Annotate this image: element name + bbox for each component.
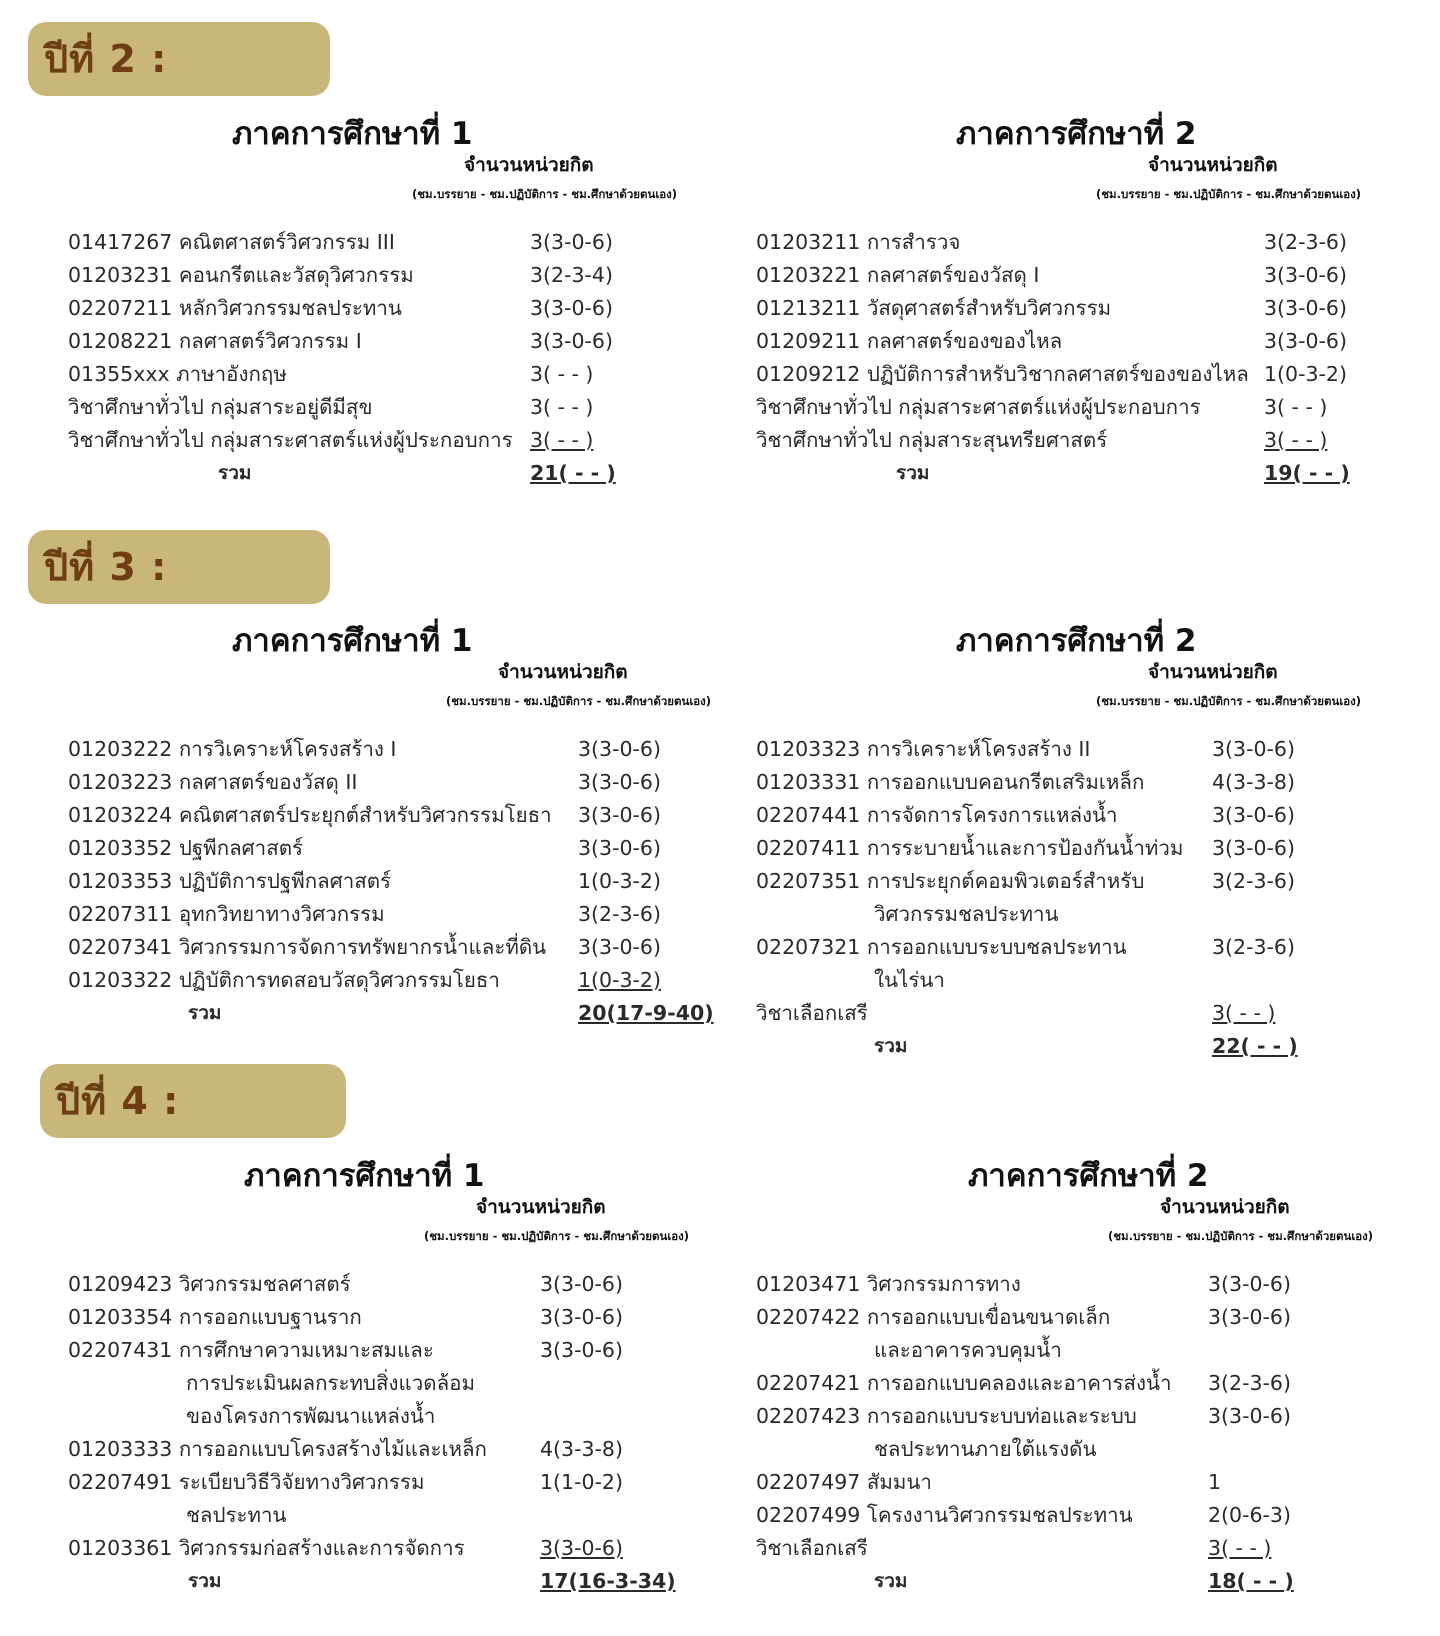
credit-heading: จำนวนหน่วยกิต: [1148, 154, 1278, 176]
course-name: วิชาเลือกเสรี: [756, 1536, 868, 1560]
course-credits: 3(2-3-6): [578, 902, 661, 926]
course-row: [68, 325, 670, 358]
course-credits: 3(3-0-6): [578, 803, 661, 827]
semester-title: ภาคการศึกษาที่ 1: [244, 1158, 485, 1194]
course-row: [68, 733, 718, 766]
course-credits: 3( - - ): [1264, 395, 1328, 419]
course-name: 02207341 วิศวกรรมการจัดการทรัพยากรน้ำและที่ดิน: [68, 935, 547, 959]
course-name: 01203331 การออกแบบคอนกรีตเสริมเหล็ก: [756, 770, 1145, 794]
course-row: [756, 1532, 1348, 1565]
course-credits: 3(3-0-6): [530, 296, 613, 320]
course-name: 01208221 กลศาสตร์วิศวกรรม I: [68, 329, 362, 353]
total-label: รวม: [874, 1570, 908, 1592]
credit-note: (ชม.บรรยาย - ชม.ปฏิบัติการ - ชม.ศึกษาด้วยตนเอง): [1096, 694, 1362, 708]
course-row: [68, 1466, 680, 1499]
course-row: [756, 259, 1404, 292]
course-row: [68, 1334, 680, 1367]
total-label: รวม: [896, 462, 930, 484]
course-name: 02207211 หลักวิศวกรรมชลประทาน: [68, 296, 402, 320]
course-credits: 3( - - ): [530, 395, 594, 419]
course-name: 01203333 การออกแบบโครงสร้างไม้และเหล็ก: [68, 1437, 487, 1461]
course-name: วิชาศึกษาทั่วไป กลุ่มสาระอยู่ดีมีสุข: [68, 395, 373, 419]
course-name: วิชาศึกษาทั่วไป กลุ่มสาระศาสตร์แห่งผู้ประกอบการ: [756, 395, 1201, 419]
total-credits: 22( - - ): [1212, 1034, 1298, 1058]
course-continuation: [68, 1400, 680, 1433]
course-list: [68, 1268, 680, 1598]
course-list: [68, 226, 670, 490]
course-name: 01203221 กลศาสตร์ของวัสดุ I: [756, 263, 1040, 287]
course-row: [756, 997, 1352, 1030]
course-credits: 3(3-0-6): [1208, 1305, 1291, 1329]
course-row: [68, 931, 718, 964]
credit-note: (ชม.บรรยาย - ชม.ปฏิบัติการ - ชม.ศึกษาด้วยตนเอง): [446, 694, 712, 708]
course-row: [756, 1301, 1348, 1334]
course-list: [756, 1268, 1348, 1598]
semester-title: ภาคการศึกษาที่ 1: [232, 623, 473, 659]
course-continuation: [756, 964, 1352, 997]
course-credits: 3( - - ): [530, 362, 594, 386]
course-name: 02207497 สัมมนา: [756, 1470, 932, 1494]
total-row: [756, 1030, 1352, 1063]
course-row: [68, 391, 670, 424]
total-row: [756, 1565, 1348, 1598]
course-name: 02207441 การจัดการโครงการแหล่งน้ำ: [756, 803, 1118, 827]
course-name: 02207499 โครงงานวิศวกรรมชลประทาน: [756, 1503, 1133, 1527]
course-name: 01203354 การออกแบบฐานราก: [68, 1305, 362, 1329]
course-row: [756, 292, 1404, 325]
course-name: 01209423 วิศวกรรมชลศาสตร์: [68, 1272, 351, 1296]
course-credits: 3(2-3-6): [1212, 935, 1295, 959]
year-label: ปีที่ 4 :: [40, 1064, 346, 1138]
credit-note: (ชม.บรรยาย - ชม.ปฏิบัติการ - ชม.ศึกษาด้วยตนเอง): [424, 1229, 690, 1243]
course-name: วิชาศึกษาทั่วไป กลุ่มสาระสุนทรียศาสตร์: [756, 428, 1108, 452]
total-label: รวม: [874, 1035, 908, 1057]
course-name: 01213211 วัสดุศาสตร์สำหรับวิศวกรรม: [756, 296, 1112, 320]
course-credits: 3( - - ): [1208, 1536, 1272, 1560]
total-credits: 18( - - ): [1208, 1569, 1294, 1593]
course-row: [68, 1301, 680, 1334]
course-name: ชลประทาน: [186, 1503, 287, 1527]
semester-title: ภาคการศึกษาที่ 1: [232, 116, 473, 152]
course-name: 01203231 คอนกรีตและวัสดุวิศวกรรม: [68, 263, 414, 287]
course-credits: 1: [1208, 1470, 1222, 1494]
course-list: [68, 733, 718, 1030]
course-row: [68, 292, 670, 325]
course-name: ของโครงการพัฒนาแหล่งน้ำ: [186, 1404, 436, 1428]
course-row: [68, 865, 718, 898]
course-row: [68, 832, 718, 865]
course-continuation: [68, 1499, 680, 1532]
credit-note: (ชม.บรรยาย - ชม.ปฏิบัติการ - ชม.ศึกษาด้วยตนเอง): [1108, 1229, 1374, 1243]
course-credits: 1(0-3-2): [578, 869, 661, 893]
course-row: [68, 799, 718, 832]
course-credits: 3(3-0-6): [578, 770, 661, 794]
course-credits: 3(3-0-6): [1208, 1404, 1291, 1428]
course-row: [68, 964, 718, 997]
course-name: 02207321 การออกแบบระบบชลประทาน: [756, 935, 1127, 959]
course-name: 02207491 ระเบียบวิธีวิจัยทางวิศวกรรม: [68, 1470, 425, 1494]
course-row: [756, 832, 1352, 865]
course-credits: 3(3-0-6): [1212, 737, 1295, 761]
course-name: 01209211 กลศาสตร์ของของไหล: [756, 329, 1063, 353]
course-name: ชลประทานภายใต้แรงดัน: [874, 1437, 1097, 1461]
course-credits: 3(3-0-6): [530, 230, 613, 254]
semester-title: ภาคการศึกษาที่ 2: [956, 116, 1197, 152]
course-row: [756, 1499, 1348, 1532]
semester-title: ภาคการศึกษาที่ 2: [968, 1158, 1209, 1194]
course-credits: 1(1-0-2): [540, 1470, 623, 1494]
course-credits: 3(3-0-6): [530, 329, 613, 353]
course-credits: 3(3-0-6): [578, 935, 661, 959]
course-name: การประเมินผลกระทบสิ่งแวดล้อม: [186, 1371, 475, 1395]
course-name: 01203323 การวิเคราะห์โครงสร้าง II: [756, 737, 1091, 761]
total-label: รวม: [218, 462, 252, 484]
total-label: รวม: [188, 1002, 222, 1024]
course-credits: 3(3-0-6): [540, 1536, 623, 1560]
course-row: [756, 766, 1352, 799]
course-credits: 3(3-0-6): [540, 1305, 623, 1329]
course-row: [68, 898, 718, 931]
course-credits: 3( - - ): [1212, 1001, 1276, 1025]
course-credits: 3(3-0-6): [1264, 329, 1347, 353]
course-credits: 3( - - ): [530, 428, 594, 452]
course-row: [68, 1433, 680, 1466]
total-row: [68, 1565, 680, 1598]
total-credits: 20(17-9-40): [578, 1001, 714, 1025]
course-row: [756, 226, 1404, 259]
course-name: 02207411 การระบายน้ำและการป้องกันน้ำท่วม: [756, 836, 1184, 860]
course-credits: 3(3-0-6): [578, 836, 661, 860]
course-row: [756, 391, 1404, 424]
course-name: 01209212 ปฏิบัติการสำหรับวิชากลศาสตร์ของของไหล: [756, 362, 1249, 386]
course-name: 01355xxx ภาษาอังกฤษ: [68, 362, 287, 386]
course-credits: 3(2-3-6): [1264, 230, 1347, 254]
total-credits: 17(16-3-34): [540, 1569, 676, 1593]
total-row: [68, 997, 718, 1030]
credit-heading: จำนวนหน่วยกิต: [1160, 1196, 1290, 1218]
course-name: วิชาเลือกเสรี: [756, 1001, 868, 1025]
total-row: [756, 457, 1404, 490]
course-credits: 3(3-0-6): [540, 1338, 623, 1362]
course-credits: 2(0-6-3): [1208, 1503, 1291, 1527]
course-name: 01203352 ปฐพีกลศาสตร์: [68, 836, 304, 860]
course-name: 02207431 การศึกษาความเหมาะสมและ: [68, 1338, 434, 1362]
course-row: [756, 1400, 1348, 1433]
semester-title: ภาคการศึกษาที่ 2: [956, 623, 1197, 659]
course-credits: 3(3-0-6): [578, 737, 661, 761]
course-row: [756, 733, 1352, 766]
course-name: 01203361 วิศวกรรมก่อสร้างและการจัดการ: [68, 1536, 465, 1560]
credit-heading: จำนวนหน่วยกิต: [1148, 661, 1278, 683]
course-credits: 3(3-0-6): [1264, 296, 1347, 320]
course-list: [756, 733, 1352, 1063]
course-name: 01203211 การสำรวจ: [756, 230, 961, 254]
credit-heading: จำนวนหน่วยกิต: [476, 1196, 606, 1218]
course-credits: 3(3-0-6): [1212, 803, 1295, 827]
course-name: 01203353 ปฏิบัติการปฐพีกลศาสตร์: [68, 869, 392, 893]
course-name: และอาคารควบคุมน้ำ: [874, 1338, 1062, 1362]
course-credits: 3(3-0-6): [1212, 836, 1295, 860]
total-row: [68, 457, 670, 490]
course-name: วิศวกรรมชลประทาน: [874, 902, 1059, 926]
course-row: [756, 799, 1352, 832]
course-row: [68, 1268, 680, 1301]
course-name: 01203471 วิศวกรรมการทาง: [756, 1272, 1021, 1296]
course-row: [756, 325, 1404, 358]
course-row: [756, 1466, 1348, 1499]
course-credits: 3(3-0-6): [1208, 1272, 1291, 1296]
course-credits: 4(3-3-8): [1212, 770, 1295, 794]
course-credits: 3(3-0-6): [1264, 263, 1347, 287]
course-name: 02207351 การประยุกต์คอมพิวเตอร์สำหรับ: [756, 869, 1145, 893]
course-credits: 1(0-3-2): [578, 968, 661, 992]
credit-heading: จำนวนหน่วยกิต: [464, 154, 594, 176]
credit-note: (ชม.บรรยาย - ชม.ปฏิบัติการ - ชม.ศึกษาด้วยตนเอง): [1096, 187, 1362, 201]
course-credits: 3(2-3-6): [1208, 1371, 1291, 1395]
credit-note: (ชม.บรรยาย - ชม.ปฏิบัติการ - ชม.ศึกษาด้วยตนเอง): [412, 187, 678, 201]
total-credits: 21( - - ): [530, 461, 616, 485]
course-name: 01203223 กลศาสตร์ของวัสดุ II: [68, 770, 358, 794]
course-row: [756, 424, 1404, 457]
course-row: [756, 865, 1352, 898]
course-row: [68, 766, 718, 799]
course-row: [756, 1268, 1348, 1301]
course-continuation: [68, 1367, 680, 1400]
course-name: 01417267 คณิตศาสตร์วิศวกรรม III: [68, 230, 395, 254]
course-row: [68, 1532, 680, 1565]
course-row: [68, 226, 670, 259]
course-row: [756, 931, 1352, 964]
course-continuation: [756, 1433, 1348, 1466]
course-continuation: [756, 1334, 1348, 1367]
course-continuation: [756, 898, 1352, 931]
course-name: ในไร่นา: [874, 968, 945, 992]
course-name: 02207311 อุทกวิทยาทางวิศวกรรม: [68, 902, 385, 926]
course-credits: 4(3-3-8): [540, 1437, 623, 1461]
course-row: [68, 424, 670, 457]
course-credits: 3( - - ): [1264, 428, 1328, 452]
course-row: [756, 358, 1404, 391]
total-credits: 19( - - ): [1264, 461, 1350, 485]
course-row: [68, 358, 670, 391]
course-name: 01203322 ปฏิบัติการทดสอบวัสดุวิศวกรรมโยธา: [68, 968, 500, 992]
course-name: 02207423 การออกแบบระบบท่อและระบบ: [756, 1404, 1137, 1428]
year-label: ปีที่ 2 :: [28, 22, 330, 96]
total-label: รวม: [188, 1570, 222, 1592]
course-row: [68, 259, 670, 292]
credit-heading: จำนวนหน่วยกิต: [498, 661, 628, 683]
course-list: [756, 226, 1404, 490]
year-label: ปีที่ 3 :: [28, 530, 330, 604]
course-credits: 3(2-3-6): [1212, 869, 1295, 893]
course-name: 02207422 การออกแบบเขื่อนขนาดเล็ก: [756, 1305, 1111, 1329]
course-name: 01203222 การวิเคราะห์โครงสร้าง I: [68, 737, 397, 761]
course-row: [756, 1367, 1348, 1400]
course-credits: 1(0-3-2): [1264, 362, 1347, 386]
course-credits: 3(3-0-6): [540, 1272, 623, 1296]
course-name: วิชาศึกษาทั่วไป กลุ่มสาระศาสตร์แห่งผู้ประกอบการ: [68, 428, 513, 452]
course-name: 02207421 การออกแบบคลองและอาคารส่งน้ำ: [756, 1371, 1172, 1395]
course-credits: 3(2-3-4): [530, 263, 613, 287]
course-name: 01203224 คณิตศาสตร์ประยุกต์สำหรับวิศวกรรมโยธา: [68, 803, 552, 827]
